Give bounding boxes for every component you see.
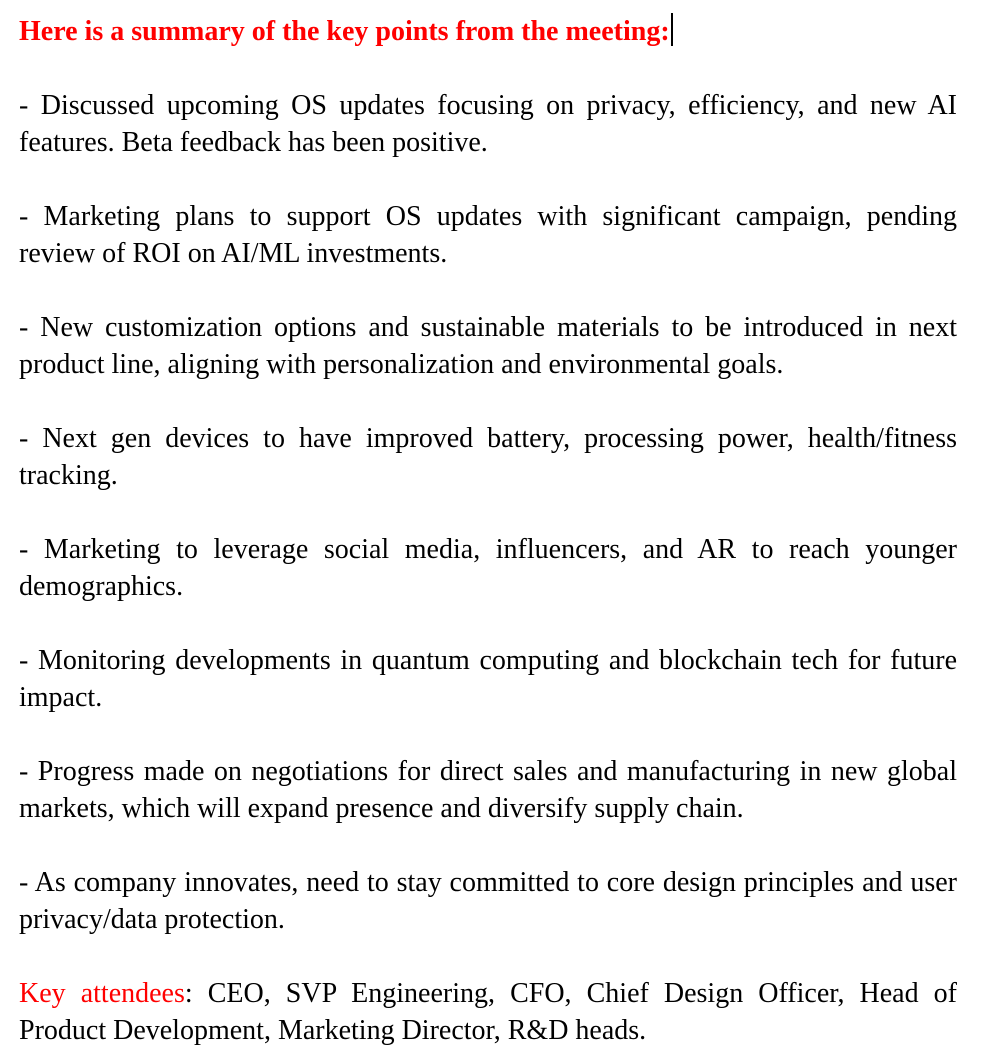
- heading-text: Here is a summary of the key points from the meeting:: [19, 16, 670, 47]
- attendees-paragraph[interactable]: [19, 975, 957, 1049]
- bullet-paragraph[interactable]: - Monitoring developments in quantum computing and blockchain tech for future impact.: [19, 645, 957, 713]
- bullet-paragraph[interactable]: - Next gen devices to have improved battery, processing power, health/fitness tracking.: [19, 423, 957, 491]
- bullet-paragraph[interactable]: - Progress made on negotiations for direct sales and manufacturing in new global markets, which will expand presence and diversify supply chain.: [19, 756, 957, 824]
- document-heading: [19, 13, 957, 50]
- text-cursor-caret: [671, 13, 673, 46]
- bullet-paragraph[interactable]: - Marketing to leverage social media, influencers, and AR to reach younger demographics.: [19, 534, 957, 602]
- attendees-list: : CEO, SVP Engineering, CFO, Chief Design Officer, Head of Product Development, Marketing Director, R&D heads.: [19, 978, 957, 1046]
- bullet-paragraph[interactable]: - New customization options and sustainable materials to be introduced in next product line, aligning with personalization and environmental goals.: [19, 312, 957, 380]
- bullet-paragraph[interactable]: - Discussed upcoming OS updates focusing on privacy, efficiency, and new AI features. Beta feedback has been positive.: [19, 90, 957, 158]
- attendees-label: Key attendees: [19, 978, 185, 1009]
- bullet-paragraph[interactable]: - As company innovates, need to stay committed to core design principles and user privacy/data protection.: [19, 867, 957, 935]
- bullet-paragraph[interactable]: - Marketing plans to support OS updates with significant campaign, pending review of ROI on AI/ML investments.: [19, 201, 957, 269]
